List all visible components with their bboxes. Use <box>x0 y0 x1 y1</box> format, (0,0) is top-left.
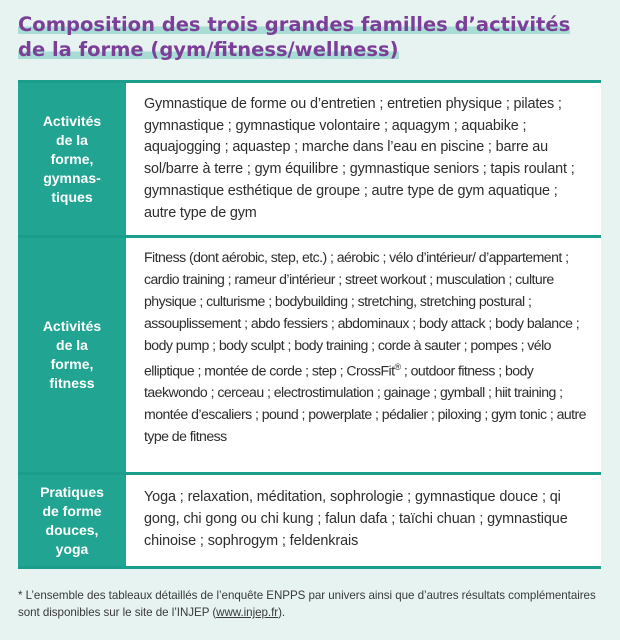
registered-mark: ® <box>394 361 401 372</box>
fitness-activities-part1: Fitness (dont aérobic, step, etc.) ; aérobic ; vélo d’intérieur/ d’appartement ; cardio training ; rameur d’intérieur ; street workout ; musculation ; culture physique ; culturisme ; bodybuilding ; stretching, stretching postural ; assouplissement ; abdo fessiers ; abdominaux ; body attack ; body balance ; body pump ; body sculpt ; body training ; corde à sauter ; pompes ; vélo elliptique ; montée de corde ; step ; CrossFit <box>144 249 580 379</box>
activities-table <box>18 80 601 569</box>
footnote-end: ). <box>278 606 286 619</box>
table-row-yoga <box>18 475 601 569</box>
activities-cell-yoga: Yoga ; relaxation, méditation, sophrologie ; gymnastique douce ; qi gong, chi gong ou chi kung ; falun dafa ; taïchi chuan ; gymnastique chinoise ; sophrogym ; feldenkrais <box>144 489 568 549</box>
footnote <box>18 587 610 621</box>
footnote-text: * L’ensemble des tableaux détaillés de l’enquête ENPPS par univers ainsi que d’autres résultats complémentaires sont disponibles sur le site de l’INJEP ( <box>18 589 596 619</box>
table-row-gymnastics <box>18 83 601 238</box>
category-cell-fitness: Activités de la forme, fitness <box>18 238 126 472</box>
category-cell-gymnastics: Activités de la forme, gymnas- tiques <box>18 83 126 235</box>
title-line-1: Composition des trois grandes familles d’activités <box>18 13 571 36</box>
category-cell-yoga: Pratiques de forme douces, yoga <box>18 475 126 566</box>
activities-cell-gymnastics: Gymnastique de forme ou d’entretien ; entretien physique ; pilates ; gymnastique ; gymnastique volontaire ; aquagym ; aquabike ; aquajogging ; aquastep ; marche dans l’eau en piscine ; barre au sol/barre à terre ; gym équilibre ; gymnastique seniors ; tapis roulant ; gymnastique esthétique de groupe ; autre type de gym aquatique ; autre type de gym <box>144 96 575 221</box>
fitness-activities-part2: ; outdoor fitness ; body taekwondo ; cerceau ; electrostimulation ; gainage ; gymball ; hiit training ; montée d’escaliers ; pound ; powerplate ; pédalier ; piloxing ; gym tonic ; autre type de fitness <box>144 362 586 444</box>
page-title <box>18 12 598 62</box>
injep-link[interactable]: www.injep.fr <box>216 606 279 619</box>
title-line-2: de la forme (gym/fitness/wellness) <box>18 38 399 61</box>
table-row-fitness <box>18 238 601 475</box>
activities-cell-fitness <box>126 238 601 472</box>
